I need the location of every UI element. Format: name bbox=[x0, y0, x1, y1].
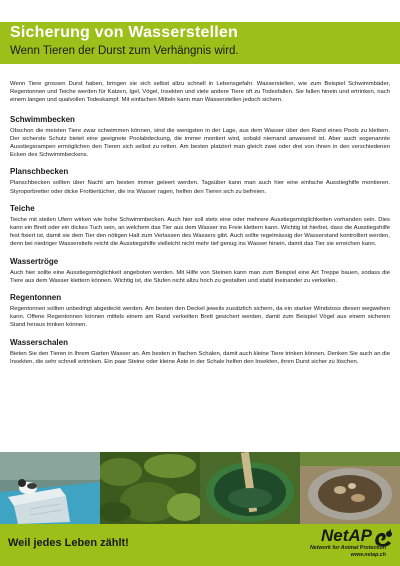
section-text: Auch hier sollte eine Ausstiegsmöglichkeit angeboten werden. Mit Hilfe von Steinen kann man zum Beispiel eine Art Treppe bauen, sodass die Tiere aus dem Wasser klettern können. Wichtig ist, die Stufen nicht allzu hoch zu gestalten und stabil ineinander zu verkeilen. bbox=[10, 269, 390, 284]
section-heading: Wasserschalen bbox=[10, 337, 68, 347]
section-teiche bbox=[10, 204, 390, 249]
photo-rain-barrel bbox=[200, 452, 300, 524]
intro-paragraph: Wenn Tiere grossen Durst haben, bringen sie sich selbst allzu schnell in Lebensgefahr. Wasserstellen, wie zum Beispiel Schwimmbäder, Regentonnen und Teiche werden für Katzen, Igel, Vögel, Insekten und viele andere Tiere oft zu Todesfallen. Sie fallen hinein und ertrinken, nach einem langen und qualvollen Todeskampf. Mit einfachen Mitteln kann man Wasserstellen jedoch sichern. bbox=[10, 81, 390, 104]
photo-water-bowl bbox=[300, 452, 400, 524]
footer-bar bbox=[0, 524, 400, 566]
section-text: Regentonnen sollten unbedingt abgedeckt werden. Am besten den Deckel jeweils zusätzlich sichern, da ein starker Windstoss diesen wegwehen kann. Offene Regentonnen können mittels einem am Rand verkeilten Brett gesichert werden, damit zum Beispiel Vögel aus einem sicheren Stand heraus trinken können. bbox=[10, 306, 390, 329]
logo-url[interactable]: www.netap.ch bbox=[350, 552, 386, 558]
section-planschbecken bbox=[10, 167, 390, 195]
page-header bbox=[0, 0, 400, 72]
page-subtitle: Wenn Tieren der Durst zum Verhängnis wird. bbox=[10, 45, 239, 57]
netap-logo[interactable] bbox=[264, 526, 394, 564]
main-content bbox=[10, 80, 390, 374]
section-regentonnen bbox=[10, 293, 390, 330]
photo-plants bbox=[100, 452, 200, 524]
photo-strip bbox=[0, 452, 400, 524]
section-schwimmbecken bbox=[10, 115, 390, 160]
section-text: Teiche mit steilen Ufern wirken wie hohe Schwimmbecken. Auch hier soll stets eine oder mehrere Ausstiegsmöglichkeiten vorhanden sein. Dies kann ein Brett oder ein dickes Tuch sein, an welchem das Tier aus dem Wasser ins Freie klettern kann. Wichtig ist hierbei, dass die Ausstiegshilfe fest fixiert ist, damit sie dem Tier den nötigen Halt zum Verlassen des Wassers gibt. Auch sollte regelmässig der Wasserstand kontrolliert werden, denn bei niedriger Wasserstiefe reicht die Ausstiegshilfe vielleicht nicht mehr tief genug ins Wasser hinein, damit das Tier sie erreichen kann. bbox=[10, 216, 390, 248]
section-wasserschalen bbox=[10, 338, 390, 366]
section-heading: Wassertröge bbox=[10, 256, 59, 266]
footer-slogan: Weil jedes Leben zählt! bbox=[8, 537, 129, 549]
section-text: Bieten Sie den Tieren in Ihrem Garten Wasser an. Am besten in flachen Schalen, damit auch kleine Tiere trinken können. Denken Sie auch an die Insekten, die sehr schnell ertrinken. Ein paar Steine oder kleine Äste in der Schale helfen den Insekten, ihren Durst sicher zu löschen. bbox=[10, 350, 390, 365]
title-bar bbox=[0, 22, 400, 64]
section-heading: Planschbecken bbox=[10, 167, 69, 177]
section-heading: Teiche bbox=[10, 203, 35, 213]
section-heading: Regentonnen bbox=[10, 293, 62, 303]
logo-name: NetAP bbox=[320, 526, 372, 545]
section-heading: Schwimmbecken bbox=[10, 114, 75, 124]
section-text: Planschbecken sollten über Nacht am besten immer geleert werden. Tagsüber kann man auch hier eine einfache Ausstieghilfe montieren. Styroporbretter oder dicke Frottiertücher, die ins Wasser ragen, helfen den Tieren sich zu befreien. bbox=[10, 180, 390, 195]
section-wassertroege bbox=[10, 257, 390, 285]
page-title: Sicherung von Wasserstellen bbox=[10, 24, 238, 41]
section-text: Obschon die meisten Tiere zwar schwimmen können, sind die wenigsten in der Lage, aus dem Wasser über den Rand eines Pools zu klettern. Der sicherste Schutz bietet eine geeignete Poolabdeckung, die immer montiert wird, sobald niemand anwesend ist. Aber auch sogenannte Ausstiegsrampen ermöglichen den Tieren sich selbst zu retten. Am besten platziert man gleich zwei oder drei von ihnen in den verschiedenen Ecken des Schwimmbeckens. bbox=[10, 127, 390, 159]
photo-cat-pool-ramp bbox=[0, 452, 100, 524]
logo-subtitle: Network for Animal Protection bbox=[309, 545, 386, 551]
